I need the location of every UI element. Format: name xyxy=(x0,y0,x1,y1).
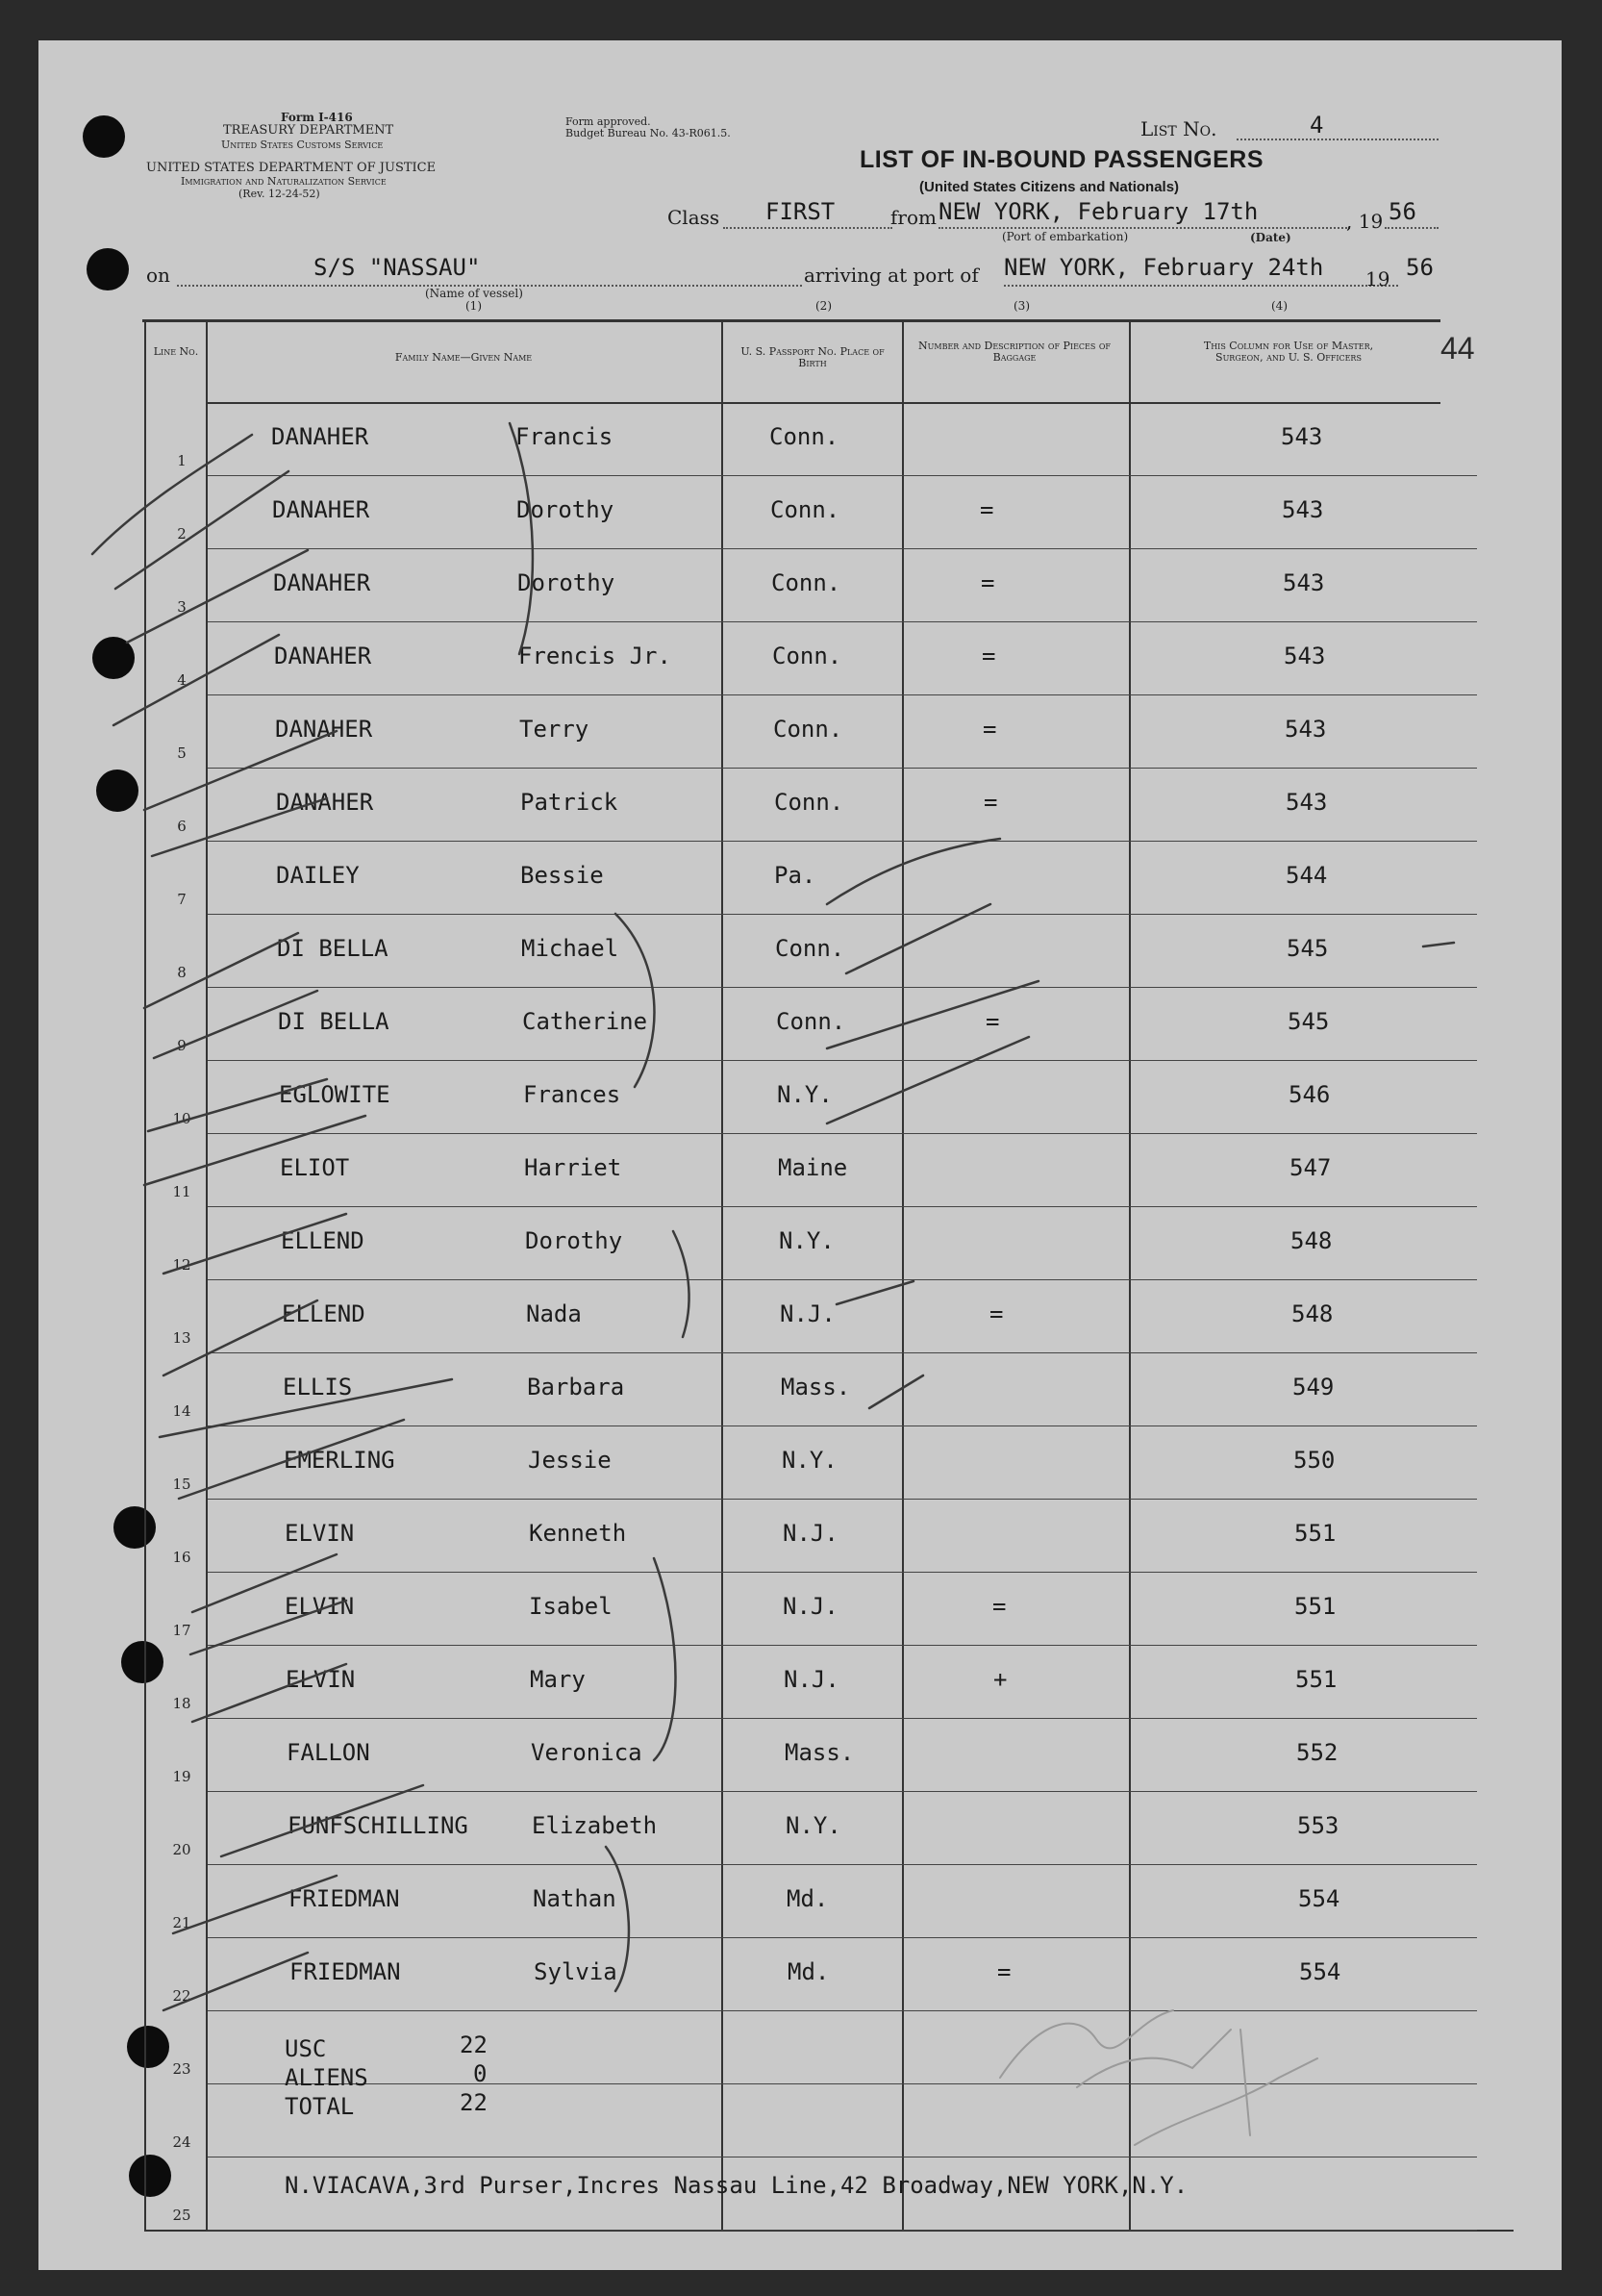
on-label: on xyxy=(146,264,170,287)
aliens-value: 0 xyxy=(473,2060,488,2087)
list-no-value: 4 xyxy=(1310,112,1324,139)
embarkation-value: NEW YORK, February 17th xyxy=(939,198,1259,225)
place-of-birth: Conn. xyxy=(769,423,839,450)
given-name: Sylvia xyxy=(534,1958,617,1985)
given-name: Frencis Jr. xyxy=(518,643,671,669)
baggage-mark: = xyxy=(984,789,998,816)
header-bottom-rule xyxy=(206,402,1440,404)
line-number: 25 xyxy=(172,2207,191,2224)
place-of-birth: Md. xyxy=(787,1885,829,1912)
usc-label: USC xyxy=(285,2035,327,2062)
row-rule xyxy=(208,1791,1477,1792)
officer-code: 543 xyxy=(1281,423,1323,450)
line-number: 19 xyxy=(172,1768,191,1785)
officer-code: 546 xyxy=(1289,1081,1331,1108)
immigration-service: Immigration and Naturalization Service xyxy=(181,175,387,188)
punch-hole xyxy=(121,1641,163,1683)
line-number: 18 xyxy=(172,1695,191,1712)
family-name: ELLEND xyxy=(281,1227,364,1254)
row-rule xyxy=(208,768,1477,769)
line-number: 12 xyxy=(172,1256,191,1274)
family-name: DI BELLA xyxy=(278,1008,389,1035)
family-name: FALLON xyxy=(287,1739,370,1766)
table-left-border xyxy=(144,319,146,2232)
given-name: Michael xyxy=(521,935,619,962)
officer-code: 551 xyxy=(1295,1666,1338,1693)
officer-code: 552 xyxy=(1296,1739,1339,1766)
page-number: 44 xyxy=(1440,331,1475,366)
row-rule xyxy=(208,841,1477,842)
row-rule xyxy=(208,1352,1477,1353)
officers-header: This Column for Use of Master, Surgeon, and U. S. Officers xyxy=(1203,340,1374,364)
place-of-birth: Conn. xyxy=(770,496,840,523)
officer-code: 544 xyxy=(1286,862,1328,889)
place-of-birth: Maine xyxy=(778,1154,848,1181)
line-column-divider xyxy=(206,319,208,2232)
line-number: 20 xyxy=(172,1841,191,1858)
officer-code: 547 xyxy=(1289,1154,1332,1181)
row-rule xyxy=(208,1864,1477,1865)
row-rule xyxy=(208,621,1477,622)
class-label: Class xyxy=(667,206,720,229)
row-rule xyxy=(208,548,1477,549)
line-number: 11 xyxy=(172,1183,191,1200)
justice-department: UNITED STATES DEPARTMENT OF JUSTICE xyxy=(146,161,437,175)
punch-hole xyxy=(127,2026,169,2068)
family-name: DI BELLA xyxy=(277,935,388,962)
from-rule xyxy=(939,227,1350,229)
from-year: 56 xyxy=(1389,198,1416,225)
row-rule xyxy=(208,1060,1477,1061)
row-rule xyxy=(208,2083,1477,2084)
given-name: Bessie xyxy=(520,862,604,889)
name-column-divider xyxy=(721,319,723,2232)
place-of-birth: Conn. xyxy=(772,643,842,669)
row-rule xyxy=(208,1572,1477,1573)
arrival-value: NEW YORK, February 24th xyxy=(1004,254,1324,281)
row-rule xyxy=(208,1133,1477,1134)
arrival-year-prefix: 19 xyxy=(1365,267,1390,290)
baggage-column-divider xyxy=(1129,319,1131,2232)
usc-value: 22 xyxy=(460,2031,488,2058)
officer-code: 551 xyxy=(1294,1520,1337,1547)
family-name: DAILEY xyxy=(276,862,360,889)
family-name: DANAHER xyxy=(275,716,373,743)
place-of-birth: Md. xyxy=(788,1958,830,1985)
officer-code: 548 xyxy=(1291,1300,1334,1327)
family-name: FRIEDMAN xyxy=(288,1885,400,1912)
row-rule xyxy=(208,1937,1477,1938)
row-rule xyxy=(208,987,1477,988)
officer-code: 554 xyxy=(1299,1958,1341,1985)
officer-code: 554 xyxy=(1298,1885,1340,1912)
line-number: 23 xyxy=(172,2060,191,2078)
revision-date: (Rev. 12-24-52) xyxy=(238,188,320,200)
given-name: Dorothy xyxy=(525,1227,623,1254)
baggage-mark: = xyxy=(997,1958,1012,1985)
line-number: 6 xyxy=(177,818,187,835)
punch-hole xyxy=(83,115,125,158)
baggage-mark: = xyxy=(980,496,994,523)
line-number: 8 xyxy=(177,964,187,981)
officer-code: 543 xyxy=(1284,643,1326,669)
place-of-birth: Conn. xyxy=(771,569,841,596)
place-of-birth: Conn. xyxy=(776,1008,846,1035)
from-year-rule xyxy=(1385,227,1439,229)
given-name: Nathan xyxy=(533,1885,616,1912)
punch-hole xyxy=(129,2155,171,2197)
family-name: FUNFSCHILLING xyxy=(288,1812,468,1839)
given-name: Catherine xyxy=(522,1008,648,1035)
baggage-mark: = xyxy=(981,569,995,596)
family-name: DANAHER xyxy=(274,643,372,669)
vessel-name: S/S "NASSAU" xyxy=(313,254,481,281)
given-name: Isabel xyxy=(529,1593,613,1620)
line-number: 3 xyxy=(177,598,187,616)
family-name: ELVIN xyxy=(286,1666,356,1693)
place-of-birth: N.Y. xyxy=(782,1447,838,1474)
punch-hole xyxy=(87,248,129,290)
budget-bureau: Budget Bureau No. 43-R061.5. xyxy=(565,127,731,139)
passport-header: U. S. Passport No. Place of Birth xyxy=(740,345,885,369)
form-approved: Form approved. xyxy=(565,115,651,128)
officer-code: 553 xyxy=(1297,1812,1339,1839)
passport-column-divider xyxy=(902,319,904,2232)
given-name: Harriet xyxy=(524,1154,622,1181)
family-name: DANAHER xyxy=(271,423,369,450)
row-rule xyxy=(208,1499,1477,1500)
name-header: Family Name—Given Name xyxy=(394,351,533,364)
punch-hole xyxy=(92,637,135,679)
from-year-prefix: , 19 xyxy=(1346,210,1384,233)
place-of-birth: N.J. xyxy=(784,1666,839,1693)
row-rule xyxy=(208,1206,1477,1207)
family-name: ELLEND xyxy=(282,1300,365,1327)
vessel-caption: (Name of vessel) xyxy=(425,287,523,300)
customs-service: United States Customs Service xyxy=(221,139,384,151)
officer-code: 548 xyxy=(1290,1227,1333,1254)
place-of-birth: N.J. xyxy=(780,1300,836,1327)
place-of-birth: Pa. xyxy=(774,862,816,889)
form-subtitle: (United States Citizens and Nationals) xyxy=(919,179,1180,195)
line-number: 9 xyxy=(177,1037,187,1054)
place-of-birth: N.J. xyxy=(783,1593,839,1620)
row-rule xyxy=(208,475,1477,476)
officer-code: 550 xyxy=(1293,1447,1336,1474)
given-name: Mary xyxy=(530,1666,586,1693)
line-no-header: Line No. xyxy=(153,345,199,358)
row-rule xyxy=(208,1645,1477,1646)
line-number: 1 xyxy=(177,452,187,469)
given-name: Frances xyxy=(523,1081,621,1108)
line-number: 14 xyxy=(172,1402,191,1420)
arrival-rule xyxy=(1004,285,1398,287)
form-number: Form I-416 xyxy=(281,111,353,124)
total-label: TOTAL xyxy=(285,2093,355,2120)
line-number: 5 xyxy=(177,744,187,762)
given-name: Terry xyxy=(519,716,589,743)
row-rule xyxy=(208,1279,1477,1280)
officer-code: 545 xyxy=(1287,935,1329,962)
baggage-mark: = xyxy=(992,1593,1007,1620)
row-rule xyxy=(208,1718,1477,1719)
place-of-birth: N.J. xyxy=(783,1520,839,1547)
family-name: EMERLING xyxy=(284,1447,395,1474)
baggage-mark: + xyxy=(993,1666,1008,1693)
given-name: Barbara xyxy=(527,1374,625,1400)
officer-code: 545 xyxy=(1288,1008,1330,1035)
line-number: 24 xyxy=(172,2133,191,2151)
family-name: ELVIN xyxy=(285,1593,355,1620)
baggage-mark: = xyxy=(986,1008,1000,1035)
baggage-mark: = xyxy=(983,716,997,743)
place-of-birth: N.Y. xyxy=(779,1227,835,1254)
officer-code: 543 xyxy=(1283,569,1325,596)
list-no-label: List No. xyxy=(1140,117,1217,140)
given-name: Patrick xyxy=(520,789,618,816)
line-number: 16 xyxy=(172,1549,191,1566)
place-of-birth: Mass. xyxy=(785,1739,855,1766)
row-rule xyxy=(208,2230,1477,2231)
baggage-header: Number and Description of Pieces of Baggage xyxy=(918,340,1111,364)
column-number-3: (3) xyxy=(1014,299,1030,313)
arrival-year: 56 xyxy=(1406,254,1434,281)
officer-code: 543 xyxy=(1285,716,1327,743)
given-name: Elizabeth xyxy=(532,1812,658,1839)
arriving-label: arriving at port of xyxy=(804,264,979,287)
officer-code: 543 xyxy=(1282,496,1324,523)
punch-hole xyxy=(113,1506,156,1549)
family-name: ELIOT xyxy=(280,1154,350,1181)
given-name: Kenneth xyxy=(529,1520,627,1547)
family-name: ELLIS xyxy=(283,1374,353,1400)
line-number: 10 xyxy=(172,1110,191,1127)
family-name: FRIEDMAN xyxy=(289,1958,401,1985)
officer-code: 543 xyxy=(1286,789,1328,816)
row-rule xyxy=(208,914,1477,915)
family-name: DANAHER xyxy=(272,496,370,523)
place-of-birth: Conn. xyxy=(775,935,845,962)
given-name: Jessie xyxy=(528,1447,612,1474)
column-number-2: (2) xyxy=(815,299,832,313)
place-of-birth: Conn. xyxy=(773,716,843,743)
given-name: Francis xyxy=(515,423,613,450)
line-number: 17 xyxy=(172,1622,191,1639)
family-name: ELVIN xyxy=(285,1520,355,1547)
line-number: 22 xyxy=(172,1987,191,2005)
vessel-column-number: (1) xyxy=(465,299,482,313)
date-caption: (Date) xyxy=(1250,231,1291,244)
from-label: from xyxy=(890,206,937,229)
port-embarkation-caption: (Port of embarkation) xyxy=(1002,230,1129,243)
table-top-rule xyxy=(142,319,1440,322)
officer-code: 551 xyxy=(1294,1593,1337,1620)
punch-hole xyxy=(96,770,138,812)
row-rule xyxy=(208,694,1477,695)
line-number: 21 xyxy=(172,1914,191,1931)
line-number: 15 xyxy=(172,1476,191,1493)
class-rule xyxy=(723,227,892,229)
total-value: 22 xyxy=(460,2089,488,2116)
aliens-label: ALIENS xyxy=(285,2064,368,2091)
given-name: Dorothy xyxy=(516,496,614,523)
place-of-birth: N.Y. xyxy=(777,1081,833,1108)
class-value: FIRST xyxy=(765,198,836,225)
row-rule xyxy=(208,2010,1477,2011)
column-number-4: (4) xyxy=(1271,299,1288,313)
place-of-birth: N.Y. xyxy=(786,1812,841,1839)
list-no-rule xyxy=(1237,139,1439,140)
family-name: DANAHER xyxy=(276,789,374,816)
baggage-mark: = xyxy=(989,1300,1004,1327)
family-name: EGLOWITE xyxy=(279,1081,390,1108)
line-number: 13 xyxy=(172,1329,191,1347)
line-number: 4 xyxy=(177,671,187,689)
line-number: 7 xyxy=(177,891,187,908)
treasury-department: TREASURY DEPARTMENT xyxy=(223,123,394,138)
line-number: 2 xyxy=(177,525,187,542)
officer-code: 549 xyxy=(1292,1374,1335,1400)
purser-signature-line: N.VIACAVA,3rd Purser,Incres Nassau Line,42 Broadway,NEW YORK,N.Y. xyxy=(285,2172,1189,2199)
given-name: Nada xyxy=(526,1300,582,1327)
place-of-birth: Conn. xyxy=(774,789,844,816)
family-name: DANAHER xyxy=(273,569,371,596)
baggage-mark: = xyxy=(982,643,996,669)
given-name: Dorothy xyxy=(517,569,615,596)
place-of-birth: Mass. xyxy=(781,1374,851,1400)
given-name: Veronica xyxy=(531,1739,642,1766)
form-title: LIST OF IN-BOUND PASSENGERS xyxy=(860,146,1264,173)
